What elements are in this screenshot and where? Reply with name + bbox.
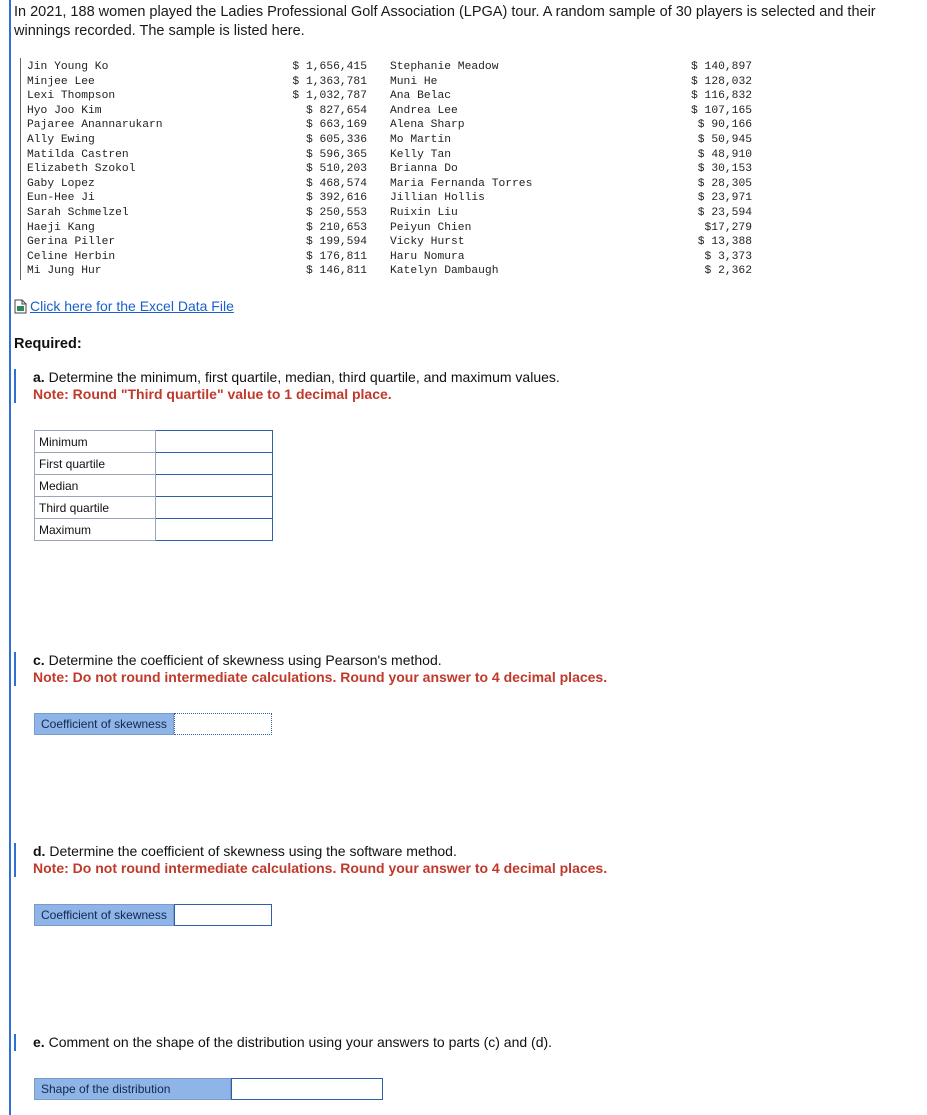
player-name-4: Pajaree Anannarukarn: [27, 119, 163, 132]
shape-distribution-label: Shape of the distribution: [34, 1078, 231, 1100]
player-name-14: Mi Jung Hur: [27, 265, 102, 278]
player-winnings-13: $ 3,373: [704, 250, 752, 263]
left-accent-bar: [9, 0, 11, 1115]
column-names-1: [27, 60, 163, 279]
maximum-label: Maximum: [35, 519, 156, 541]
excel-data-link[interactable]: [14, 298, 234, 314]
player-winnings-12: $ 199,594: [305, 236, 367, 249]
player-winnings-6: $ 48,910: [697, 148, 752, 161]
player-winnings-7: $ 30,153: [697, 163, 752, 176]
player-name-6: Matilda Castren: [27, 148, 129, 161]
player-winnings-3: $ 827,654: [305, 104, 367, 117]
part-c-text: Determine the coefficient of skewness using Pearson's method.: [44, 652, 442, 668]
player-name-3: Andrea Lee: [390, 104, 458, 117]
player-name-2: Ana Belac: [390, 90, 452, 103]
part-a-text: Determine the minimum, first quartile, median, third quartile, and maximum values.: [44, 369, 560, 385]
problem-intro: In 2021, 188 women played the Ladies Professional Golf Association (LPGA) tour. A random sample of 30 players is selected and their winnings recorded. The sample is listed here.: [14, 4, 876, 39]
part-d-letter: d.: [33, 843, 46, 859]
player-winnings-13: $ 176,811: [305, 250, 367, 263]
player-name-11: Peiyun Chien: [390, 221, 472, 234]
player-name-10: Ruixin Liu: [390, 206, 458, 219]
player-winnings-7: $ 510,203: [305, 163, 367, 176]
maximum-input[interactable]: [156, 519, 273, 541]
file-icon: [14, 299, 27, 314]
player-winnings-0: $ 1,656,415: [292, 61, 367, 73]
third-quartile-label: Third quartile: [35, 497, 156, 519]
player-name-8: Gaby Lopez: [27, 177, 95, 190]
player-name-5: Mo Martin: [390, 133, 452, 146]
player-name-6: Kelly Tan: [390, 148, 452, 161]
player-winnings-5: $ 50,945: [697, 133, 752, 146]
player-winnings-4: $ 663,169: [305, 119, 367, 132]
player-winnings-2: $ 1,032,787: [292, 90, 367, 103]
player-winnings-10: $ 250,553: [305, 206, 367, 219]
player-name-7: Brianna Do: [390, 163, 458, 176]
software-skewness-answer: [34, 904, 272, 926]
part-d-question: [14, 843, 913, 877]
player-name-1: Minjee Lee: [27, 75, 95, 88]
player-winnings-14: $ 2,362: [704, 265, 752, 278]
player-winnings-11: $17,279: [704, 221, 752, 234]
player-name-13: Celine Herbin: [27, 250, 116, 263]
player-name-13: Haru Nomura: [390, 250, 465, 263]
player-winnings-8: $ 28,305: [697, 177, 752, 190]
player-winnings-5: $ 605,336: [305, 133, 367, 146]
software-skewness-input[interactable]: [174, 904, 272, 926]
pearson-skewness-label: Coefficient of skewness: [34, 713, 174, 735]
table-row: [35, 475, 273, 497]
player-name-9: Jillian Hollis: [390, 192, 485, 205]
player-winnings-2: $ 116,832: [690, 90, 752, 103]
player-name-5: Ally Ewing: [27, 133, 95, 146]
player-name-11: Haeji Kang: [27, 221, 95, 234]
player-winnings-10: $ 23,594: [697, 206, 752, 219]
player-winnings-9: $ 392,616: [305, 192, 367, 205]
quartile-answer-table: [34, 430, 273, 541]
player-winnings-4: $ 90,166: [697, 119, 752, 132]
player-winnings-1: $ 1,363,781: [292, 75, 367, 88]
player-name-12: Vicky Hurst: [390, 236, 465, 249]
minimum-label: Minimum: [35, 431, 156, 453]
player-winnings-14: $ 146,811: [305, 265, 367, 278]
part-d-text: Determine the coefficient of skewness using the software method.: [45, 843, 457, 859]
player-name-2: Lexi Thompson: [27, 90, 116, 103]
player-winnings-1: $ 128,032: [690, 75, 752, 88]
column-values-1: [251, 60, 367, 279]
part-e-text: Comment on the shape of the distribution using your answers to parts (c) and (d).: [44, 1034, 553, 1050]
excel-link-text[interactable]: Click here for the Excel Data File: [30, 298, 234, 314]
column-values-2: [641, 60, 752, 279]
part-a-letter: a.: [33, 369, 45, 385]
player-name-3: Hyo Joo Kim: [27, 104, 102, 117]
shape-distribution-select[interactable]: [231, 1078, 383, 1100]
player-winnings-3: $ 107,165: [690, 104, 752, 117]
pearson-skewness-input[interactable]: [174, 713, 272, 735]
table-row: [35, 497, 273, 519]
median-input[interactable]: [156, 475, 273, 497]
player-winnings-9: $ 23,971: [697, 192, 752, 205]
player-winnings-0: $ 140,897: [690, 61, 752, 73]
player-name-8: Maria Fernanda Torres: [390, 177, 533, 190]
player-name-10: Sarah Schmelzel: [27, 206, 129, 219]
part-d-note: Note: Do not round intermediate calculations. Round your answer to 4 decimal places.: [33, 860, 608, 876]
column-names-2: [390, 60, 532, 279]
player-name-4: Alena Sharp: [390, 119, 465, 132]
software-skewness-label: Coefficient of skewness: [34, 904, 174, 926]
player-winnings-6: $ 596,365: [305, 148, 367, 161]
median-label: Median: [35, 475, 156, 497]
part-e-letter: e.: [33, 1034, 45, 1050]
required-heading: Required:: [14, 336, 82, 352]
player-name-7: Elizabeth Szokol: [27, 163, 136, 176]
first-quartile-label: First quartile: [35, 453, 156, 475]
pearson-skewness-answer: [34, 713, 272, 735]
winnings-data-table: [20, 58, 777, 280]
player-winnings-12: $ 13,388: [697, 236, 752, 249]
table-row: [35, 431, 273, 453]
player-name-9: Eun-Hee Ji: [27, 192, 95, 205]
table-row: [35, 519, 273, 541]
player-name-0: Jin Young Ko: [27, 61, 109, 73]
shape-distribution-answer: [34, 1078, 383, 1100]
player-winnings-8: $ 468,574: [305, 177, 367, 190]
part-e-question: [14, 1034, 913, 1051]
part-c-note: Note: Do not round intermediate calculations. Round your answer to 4 decimal places.: [33, 669, 608, 685]
first-quartile-input[interactable]: [156, 453, 273, 475]
player-name-1: Muni He: [390, 75, 438, 88]
player-name-0: Stephanie Meadow: [390, 61, 499, 73]
minimum-input[interactable]: [156, 431, 273, 453]
part-c-question: [14, 652, 913, 686]
player-winnings-11: $ 210,653: [305, 221, 367, 234]
player-name-14: Katelyn Dambaugh: [390, 265, 499, 278]
part-c-letter: c.: [33, 652, 45, 668]
part-a-note: Note: Round "Third quartile" value to 1 decimal place.: [33, 386, 392, 402]
player-name-12: Gerina Piller: [27, 236, 116, 249]
third-quartile-input[interactable]: [156, 497, 273, 519]
part-a-question: [14, 369, 913, 403]
table-row: [35, 453, 273, 475]
